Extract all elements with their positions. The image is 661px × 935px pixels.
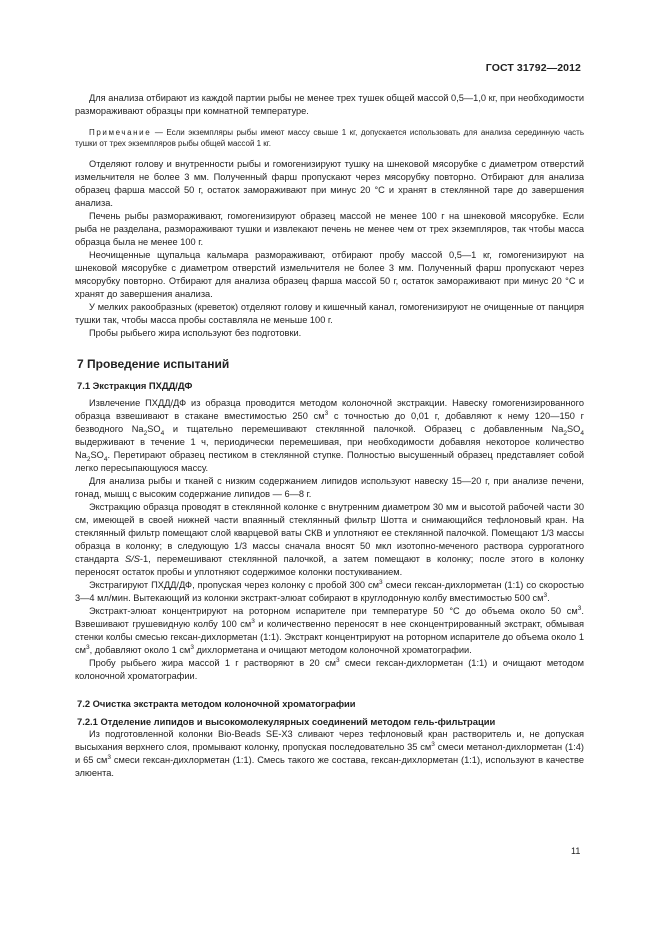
standard-header: ГОСТ 31792—2012 [485, 62, 581, 74]
paragraph: Извлечение ПХДД/ДФ из образца проводится методом колоночной экстракции. Навеску гомогенизированного образца взвешивают в стакане вместимостью 250 $см^3$ с точностью до 0,01 г, добавляют к нему 120—150 г безводного $Na_2SO_4$ и тщательно перемешивают стеклянной палочкой. Образец с добавленным $Na_2SO_4$ выдерживают в течение 1 ч, периодически перемешивая, при необходимости добавляя некоторое количество $Na_2SO_4$. Перетирают образец пестиком в стеклянной ступке. Полностью высушенный образец представляет собой легко пересыпающуюся массу. [75, 398, 584, 474]
paragraph: Печень рыбы размораживают, гомогенизируют образец массой не менее 100 г на шнековой мясорубке. Если рыба не разделана, размораживают тушки и извлекают печень не менее чем от трех экземпляров, так чтобы масса образца была не менее 100 г. [75, 211, 584, 248]
subsubsection-title: 7.2.1 Отделение липидов и высокомолекулярных соединений методом гель-фильтрации [77, 716, 496, 728]
page-number: 11 [571, 846, 581, 856]
subsection-title: 7.1 Экстракция ПХДД/ДФ [77, 380, 193, 392]
note [75, 127, 584, 149]
page-content [75, 92, 584, 780]
paragraph: Экстракт-элюат концентрируют на роторном испарителе при температуре 50 °С до объема около 50 $см^3$. Взвешивают грушевидную колбу 100 $см^3$ и количественно переносят в нее сконцентрированный экстракт, обмывая стенки колбы смесью гексан-дихлорметан (1:1). Экстракт концентрируют на роторном испарителе до объема около 1 $см^3$, добавляют около 1 $см^3$ дихлорметана и очищают методом колоночной хроматографии. [75, 605, 584, 656]
note-text: — Если экземпляры рыбы имеют массу свыше 1 кг, допускается использовать для анализа серединную часть тушки от трех экземпляров рыбы общей массой 1 кг. [75, 128, 584, 149]
paragraph: У мелких ракообразных (креветок) отделяют голову и кишечный канал, гомогенизируют не очищенные от панциря тушки так, чтобы масса пробы составляла не меньше 100 г. [75, 302, 584, 326]
paragraph: Экстракцию образца проводят в стеклянной колонке с внутренним диаметром 30 мм и высотой рабочей части 30 см, имеющей в своей нижней части впаянный стеклянный фильтр Шотта и снимающийся тефлоновый кран. На стеклянный фильтр помещают слой кварцевой ваты СКВ и уплотняют ее стеклянной палочкой. Помещают 1/3 массы образца в колонку; в следующую 1/3 массы сначала вносят 50 мкл изотопно-меченого раствора суррогатного стандарта S/S-1, перемешивают стеклянной палочкой, а затем помещают в колонку; после этого в колонку переносят остаток пробы и уплотняют содержимое колонки постукиванием. [75, 502, 585, 578]
subsection-title: 7.2 Очистка экстракта методом колоночной хроматографии [77, 698, 356, 710]
section-title: 7 Проведение испытаний [77, 357, 230, 372]
paragraph: Неочищенные щупальца кальмара размораживают, отбирают пробу массой 0,5—1 кг, гомогенизируют на шнековой мясорубке с диаметром отверстий измельчителя не более 3 мм. Полученный фарш пропускают через мясорубку повторно. Отбирают для анализа образец фарша массой 50 г, остаток замораживают при минус 20 °С и хранят до завершения анализа. [75, 250, 584, 300]
paragraph: Отделяют голову и внутренности рыбы и гомогенизируют тушку на шнековой мясорубке с диаметром отверстий измельчителя не более 3 мм. Полученный фарш пропускают через мясорубку повторно. Отбирают для анализа образец фарша массой 50 г, остаток замораживают при минус 20 °С и хранят в стеклянной таре до завершения анализа. [75, 159, 584, 209]
paragraph: Пробы рыбьего жира используют без подготовки. [89, 328, 302, 339]
paragraph: Из подготовленной колонки Bio-Beads SE-X3 сливают через тефлоновый кран растворитель и, не допуская высыхания верхнего слоя, промывают колонку, пропуская последовательно 35 $см^3$ смеси метанол-дихлорметан (1:4) и 65 $см^3$ смеси гексан-дихлорметан (1:1). Смесь такого же состава, гексан-дихлорметан (1:1), используют в качестве элюента. [75, 729, 585, 779]
paragraph: Для анализа отбирают из каждой партии рыбы не менее трех тушек общей массой 0,5—1,0 кг, при необходимости размораживают образцы при комнатной температуре. [75, 93, 584, 116]
paragraph: Экстрагируют ПХДД/ДФ, пропуская через колонку с пробой 300 $см^3$ смеси гексан-дихлорметан (1:1) со скоростью 3—4 мл/мин. Вытекающий из колонки экстракт-элюат собирают в круглодонную колбу вместимостью 500 $см^3$. [75, 579, 584, 604]
paragraph: Для анализа рыбы и тканей с низким содержанием липидов используют навеску 15—20 г, при анализе печени, гонад, мышц с высоким содержание липидов — 6—8 г. [75, 476, 584, 500]
paragraph: Пробу рыбьего жира массой 1 г растворяют в 20 $см^3$ смеси гексан-дихлорметан (1:1) и очищают методом колоночной хроматографии. [75, 657, 584, 682]
note-label: Примечание [89, 128, 152, 137]
